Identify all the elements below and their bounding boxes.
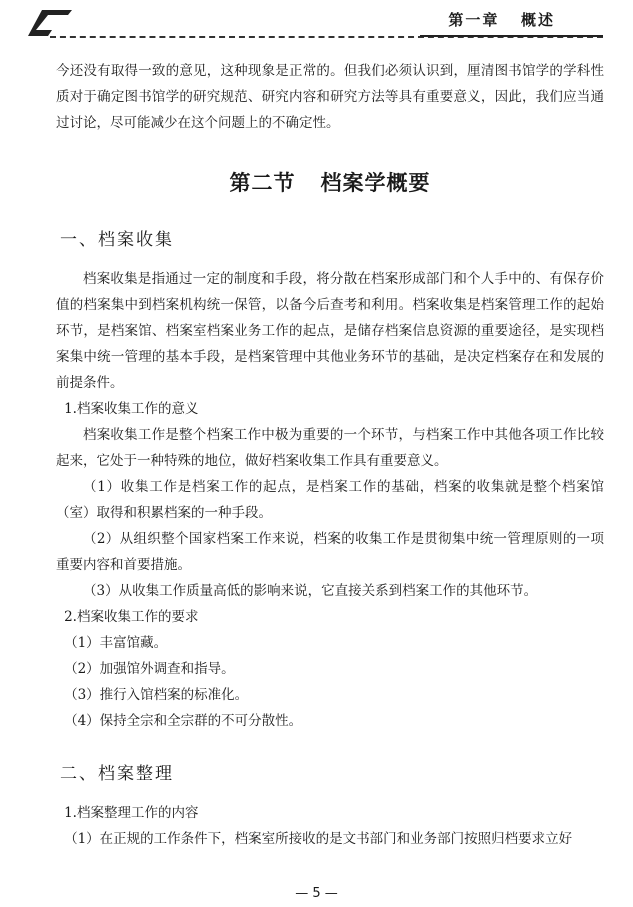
header-rule — [420, 35, 603, 37]
subsection-title-collection: 一、档案收集 — [60, 230, 174, 250]
page-number: — 5 — — [295, 886, 338, 901]
subsection-title-arrangement: 二、档案整理 — [60, 764, 174, 784]
item-heading: 2.档案收集工作的要求 — [64, 609, 199, 625]
paragraph: （1）在正规的工作条件下，档案室所接收的是文书部门和业务部门按照归档要求立好 — [64, 831, 573, 847]
page-header — [0, 0, 633, 44]
list-item: （3）从收集工作质量高低的影响来说，它直接关系到档案工作的其他环节。 — [83, 583, 538, 599]
paragraph: 档案收集工作是整个档案工作中极为重要的一个环节，与档案工作中其他各项工作比较起来，它处于一种特殊的地位，做好档案收集工作具有重要意义。 — [56, 427, 604, 469]
list-item: （4）保持全宗和全宗群的不可分散性。 — [64, 713, 303, 729]
item-heading: 1.档案整理工作的内容 — [64, 805, 199, 821]
section-title: 第二节 档案学概要 — [229, 170, 431, 195]
list-item: （1）收集工作是档案工作的起点，是档案工作的基础，档案的收集就是整个档案馆（室）取得和积累档案的一种手段。 — [56, 479, 604, 521]
chapter-logo-icon — [28, 8, 74, 38]
list-item: （2）从组织整个国家档案工作来说，档案的收集工作是贯彻集中统一管理原则的一项重要内容和首要措施。 — [56, 531, 604, 573]
page-content — [56, 58, 604, 852]
chapter-title: 第一章 概述 — [448, 11, 555, 29]
item-heading: 1.档案收集工作的意义 — [64, 401, 199, 417]
intro-paragraph: 今还没有取得一致的意见，这种现象是正常的。但我们必须认识到，厘清图书馆学的学科性质对于确定图书馆学的研究规范、研究内容和研究方法等具有重要意义，因此，我们应当通过讨论，尽可能减少在这个问题上的不确定性。 — [56, 63, 604, 131]
list-item: （3）推行入馆档案的标准化。 — [64, 687, 249, 703]
list-item: （1）丰富馆藏。 — [64, 635, 168, 651]
list-item: （2）加强馆外调查和指导。 — [64, 661, 235, 677]
paragraph: 档案收集是指通过一定的制度和手段，将分散在档案形成部门和个人手中的、有保存价值的档案集中到档案机构统一保管，以备今后查考和利用。档案收集是档案管理工作的起始环节，是档案馆、档案室档案业务工作的起点，是储存档案信息资源的重要途径，是实现档案集中统一管理的基本手段，是档案管理中其他业务环节的基础，是决定档案存在和发展的前提条件。 — [56, 271, 604, 391]
